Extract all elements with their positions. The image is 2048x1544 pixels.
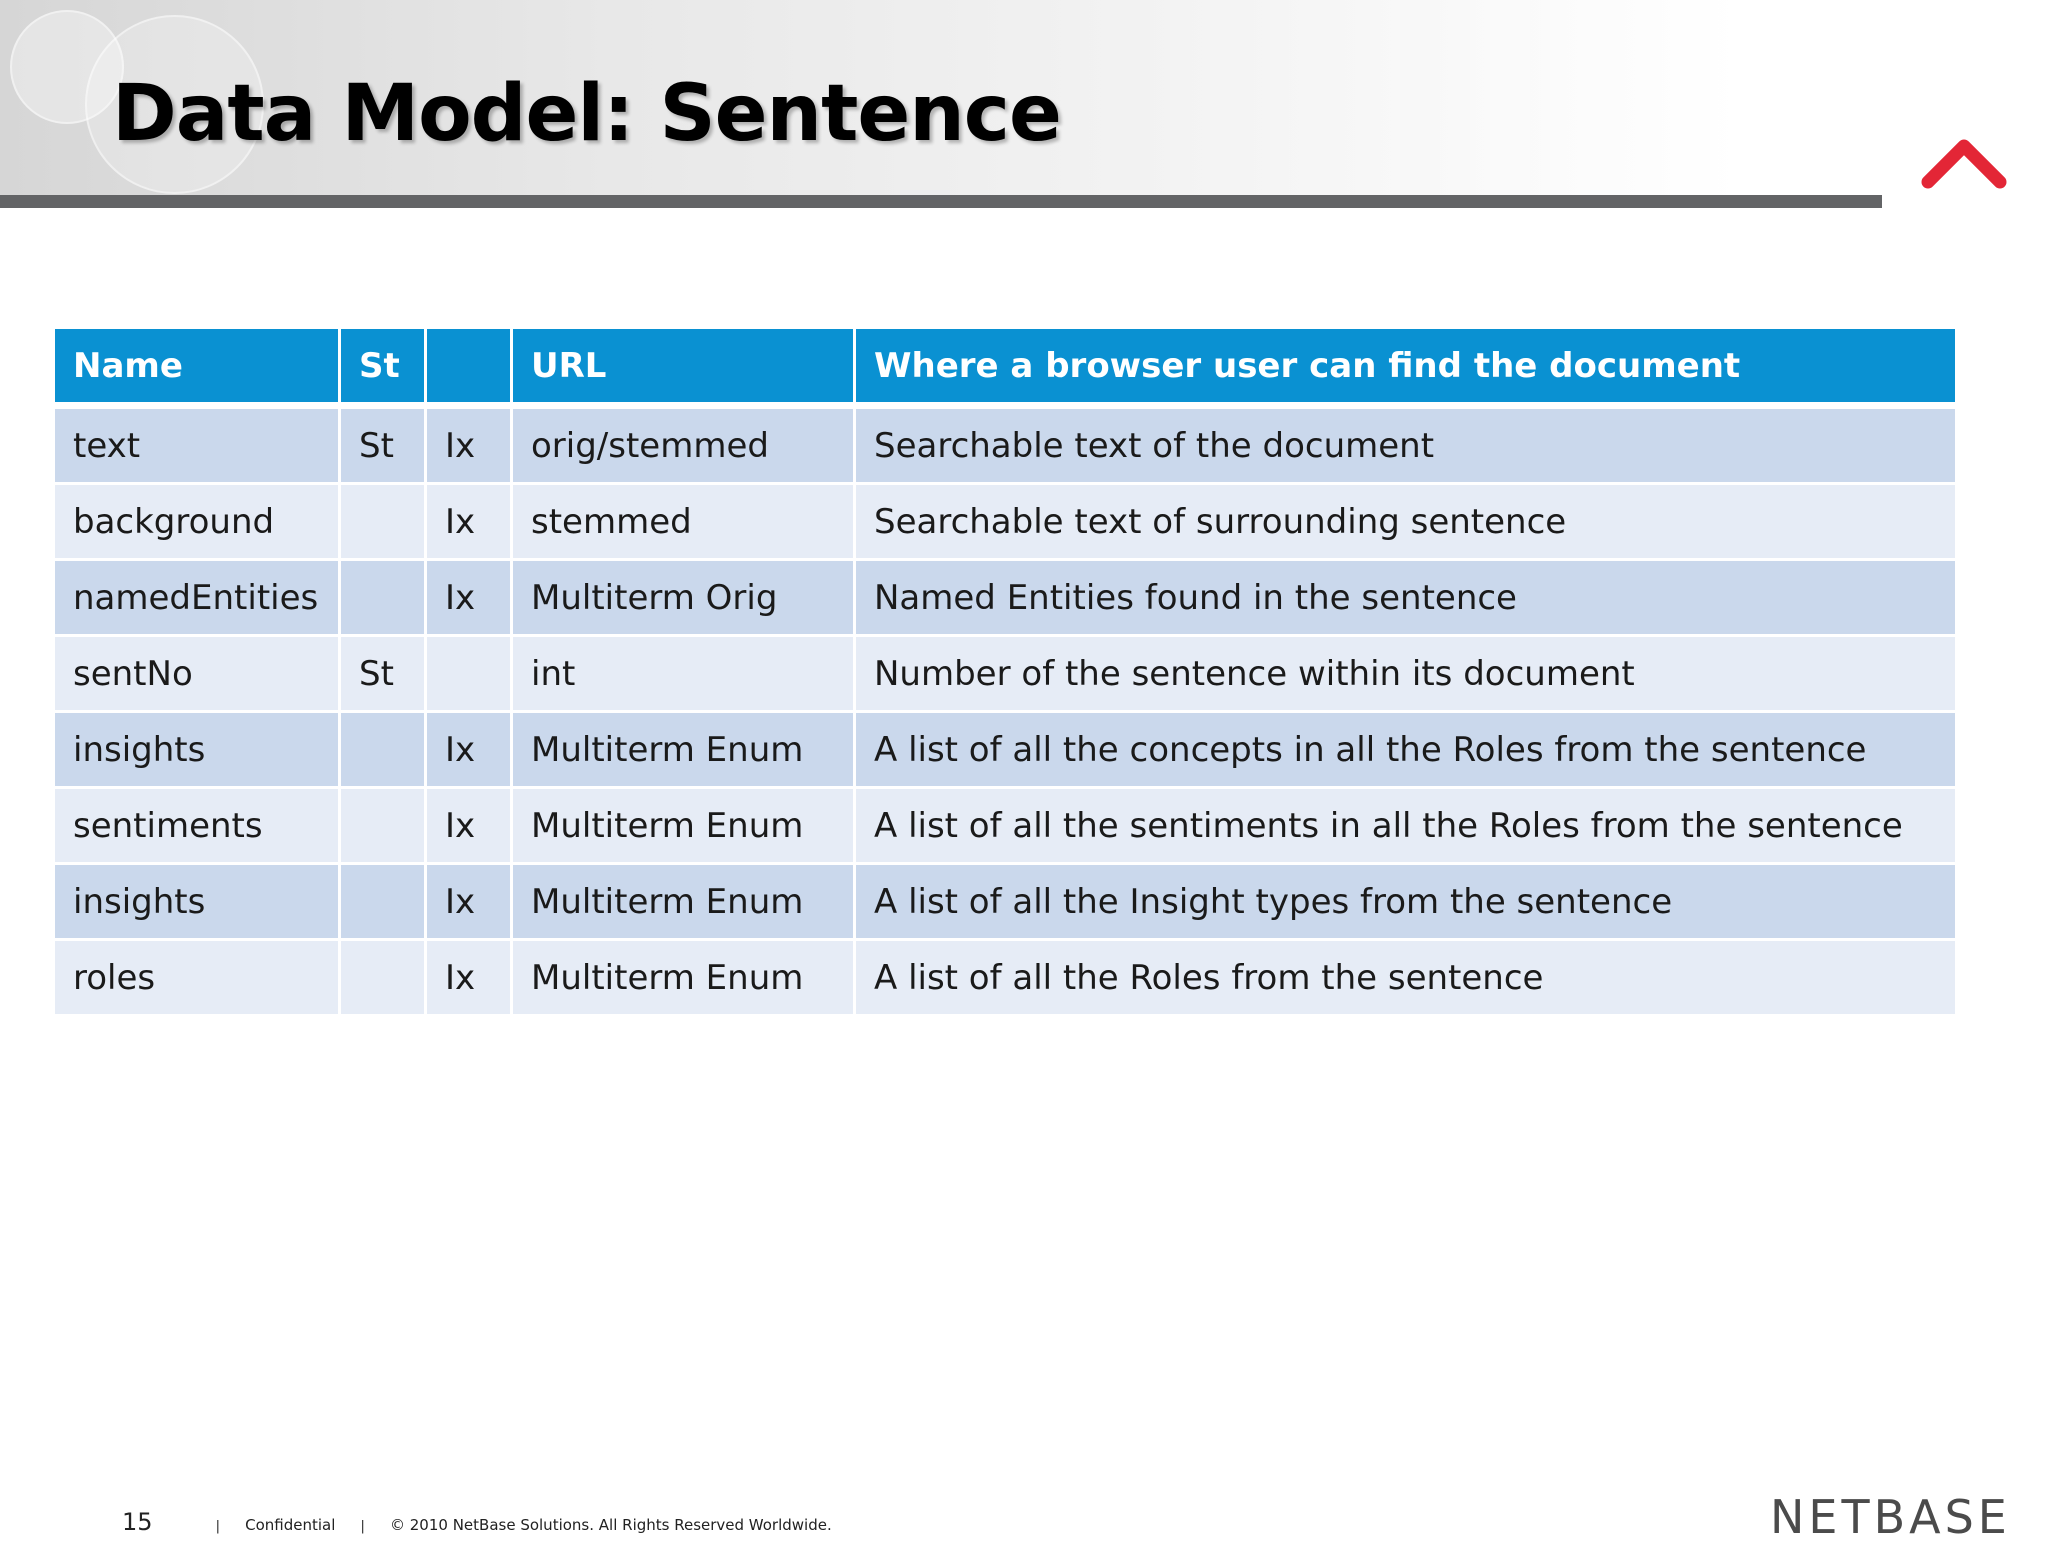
cell-ix: Ix xyxy=(427,561,510,634)
cell-st: St xyxy=(341,409,424,482)
cell-ix: Ix xyxy=(427,485,510,558)
cell-description: Searchable text of the document xyxy=(856,409,1955,482)
footer-separator: | xyxy=(215,1519,221,1534)
cell-url: stemmed xyxy=(513,485,853,558)
cell-name: sentNo xyxy=(55,637,338,710)
cell-ix: Ix xyxy=(427,713,510,786)
cell-st xyxy=(341,865,424,938)
cell-st xyxy=(341,713,424,786)
table-row xyxy=(55,865,1955,938)
cell-url: orig/stemmed xyxy=(513,409,853,482)
cell-url: Multiterm Enum xyxy=(513,941,853,1014)
table-row xyxy=(55,485,1955,558)
cell-name: roles xyxy=(55,941,338,1014)
cell-ix: Ix xyxy=(427,941,510,1014)
page-number: 15 xyxy=(122,1508,153,1536)
confidential-label: Confidential xyxy=(245,1516,336,1534)
title-divider xyxy=(0,195,1882,208)
cell-name: insights xyxy=(55,865,338,938)
cell-url: Multiterm Enum xyxy=(513,789,853,862)
slide-footer xyxy=(122,1508,832,1536)
header-blank xyxy=(427,329,510,406)
netbase-caret-icon xyxy=(1920,132,2008,192)
cell-description: A list of all the Roles from the sentence xyxy=(856,941,1955,1014)
header-st: St xyxy=(341,329,424,406)
cell-st xyxy=(341,941,424,1014)
cell-ix: Ix xyxy=(427,865,510,938)
table-row xyxy=(55,409,1955,482)
cell-st: St xyxy=(341,637,424,710)
cell-description: Number of the sentence within its document xyxy=(856,637,1955,710)
cell-url: int xyxy=(513,637,853,710)
table-row xyxy=(55,789,1955,862)
cell-st xyxy=(341,561,424,634)
cell-name: sentiments xyxy=(55,789,338,862)
copyright-notice: © 2010 NetBase Solutions. All Rights Reserved Worldwide. xyxy=(389,1516,832,1534)
netbase-logo: NETBASE xyxy=(1770,1490,2011,1544)
cell-name: text xyxy=(55,409,338,482)
slide-title: Data Model: Sentence xyxy=(112,69,1061,159)
header-url: URL xyxy=(513,329,853,406)
table-row xyxy=(55,713,1955,786)
header-where: Where a browser user can find the document xyxy=(856,329,1955,406)
header-name: Name xyxy=(55,329,338,406)
cell-ix xyxy=(427,637,510,710)
cell-name: insights xyxy=(55,713,338,786)
cell-st xyxy=(341,485,424,558)
cell-description: Searchable text of surrounding sentence xyxy=(856,485,1955,558)
cell-ix: Ix xyxy=(427,409,510,482)
footer-separator: | xyxy=(360,1519,365,1534)
cell-description: A list of all the Insight types from the sentence xyxy=(856,865,1955,938)
cell-url: Multiterm Enum xyxy=(513,865,853,938)
cell-description: A list of all the concepts in all the Roles from the sentence xyxy=(856,713,1955,786)
cell-name: namedEntities xyxy=(55,561,338,634)
table-row xyxy=(55,637,1955,710)
cell-url: Multiterm Enum xyxy=(513,713,853,786)
data-model-table xyxy=(52,326,1958,1017)
cell-url: Multiterm Orig xyxy=(513,561,853,634)
cell-name: background xyxy=(55,485,338,558)
table-header-row xyxy=(55,329,1955,406)
cell-ix: Ix xyxy=(427,789,510,862)
table-row xyxy=(55,561,1955,634)
cell-description: A list of all the sentiments in all the Roles from the sentence xyxy=(856,789,1955,862)
cell-description: Named Entities found in the sentence xyxy=(856,561,1955,634)
table-row xyxy=(55,941,1955,1014)
cell-st xyxy=(341,789,424,862)
